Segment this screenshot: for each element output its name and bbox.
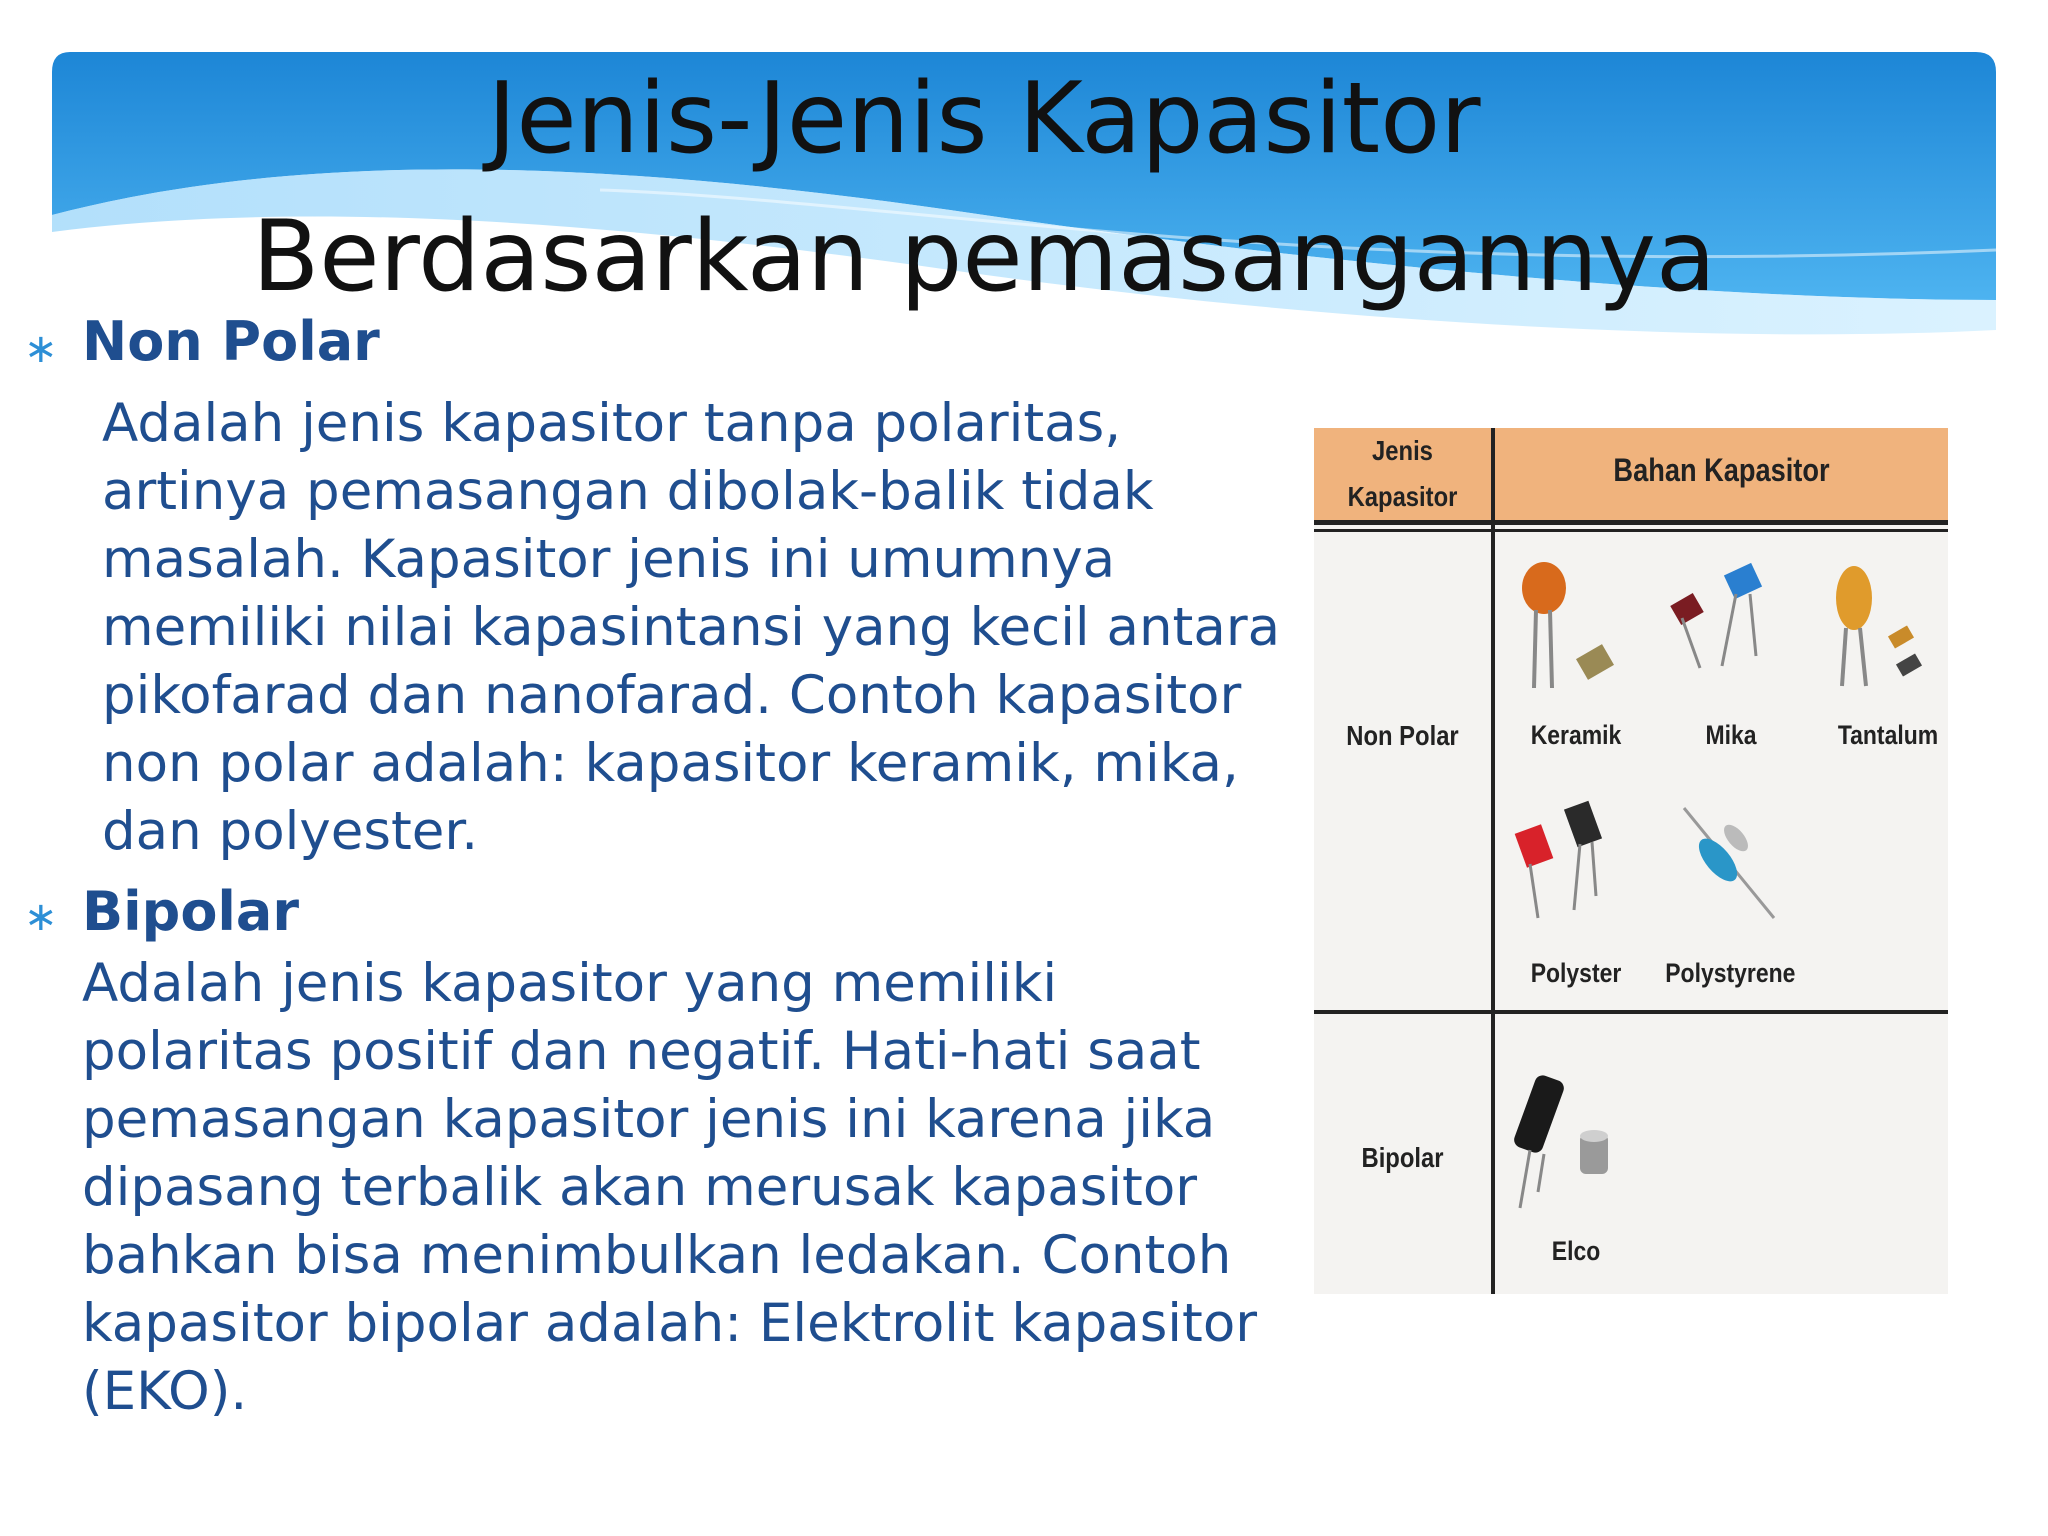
material-label-tantalum: Tantalum — [1837, 720, 1939, 750]
polyester-capacitor-icon — [1514, 798, 1634, 928]
material-label-elco: Elco — [1551, 1236, 1601, 1266]
mica-capacitor-icon — [1664, 558, 1784, 688]
slide-title-line1: Jenis-Jenis Kapasitor — [487, 62, 1481, 176]
tantalum-capacitor-icon — [1824, 558, 1934, 698]
material-label-mika: Mika — [1705, 720, 1757, 750]
electrolytic-capacitor-icon — [1510, 1068, 1630, 1218]
material-label-polyster: Polyster — [1530, 958, 1622, 988]
header-bahan-kapasitor: Bahan Kapasitor — [1613, 452, 1830, 488]
row-label-bipolar: Bipolar — [1361, 1142, 1444, 1173]
divider — [1491, 428, 1495, 1294]
material-label-keramik: Keramik — [1530, 720, 1622, 750]
section-heading-bipolar: Bipolar — [82, 880, 300, 943]
section-text-bipolar: Adalah jenis kapasitor yang memiliki polaritas positif dan negatif. Hati-hati saat pemasangan kapasitor jenis ini karena jika dipasang terbalik akan merusak kapasitor bahkan bisa menimbulkan ledakan. Contoh kapasitor bipolar adalah: Elektrolit kapasitor (EKO). — [82, 953, 1258, 1422]
capacitor-types-table — [1314, 428, 1948, 1294]
header-jenis: Jenis — [1372, 435, 1433, 466]
row-label-non-polar: Non Polar — [1346, 720, 1459, 751]
ceramic-capacitor-icon — [1514, 558, 1624, 698]
divider — [1314, 1010, 1948, 1014]
divider — [1314, 529, 1948, 532]
header-jenis-kapasitor — [1327, 428, 1477, 520]
section-heading-non-polar: Non Polar — [82, 310, 380, 373]
material-label-polystyrene: Polystyrene — [1665, 958, 1796, 988]
bullet-icon: ∗ — [24, 326, 58, 372]
header-kapasitor: Kapasitor — [1347, 481, 1458, 512]
divider — [1314, 520, 1948, 525]
section-text-non-polar: Adalah jenis kapasitor tanpa polaritas, artinya pemasangan dibolak-balik tidak masalah. Kapasitor jenis ini umumnya memiliki nilai kapasintansi yang kecil antara pikofarad dan nanofarad. Contoh kapasitor non polar adalah: kapasitor keramik, mika, dan polyester. — [102, 393, 1281, 862]
slide-title-line2: Berdasarkan pemasangannya — [252, 200, 1716, 314]
polystyrene-capacitor-icon — [1674, 798, 1784, 928]
bullet-icon: ∗ — [24, 894, 58, 940]
